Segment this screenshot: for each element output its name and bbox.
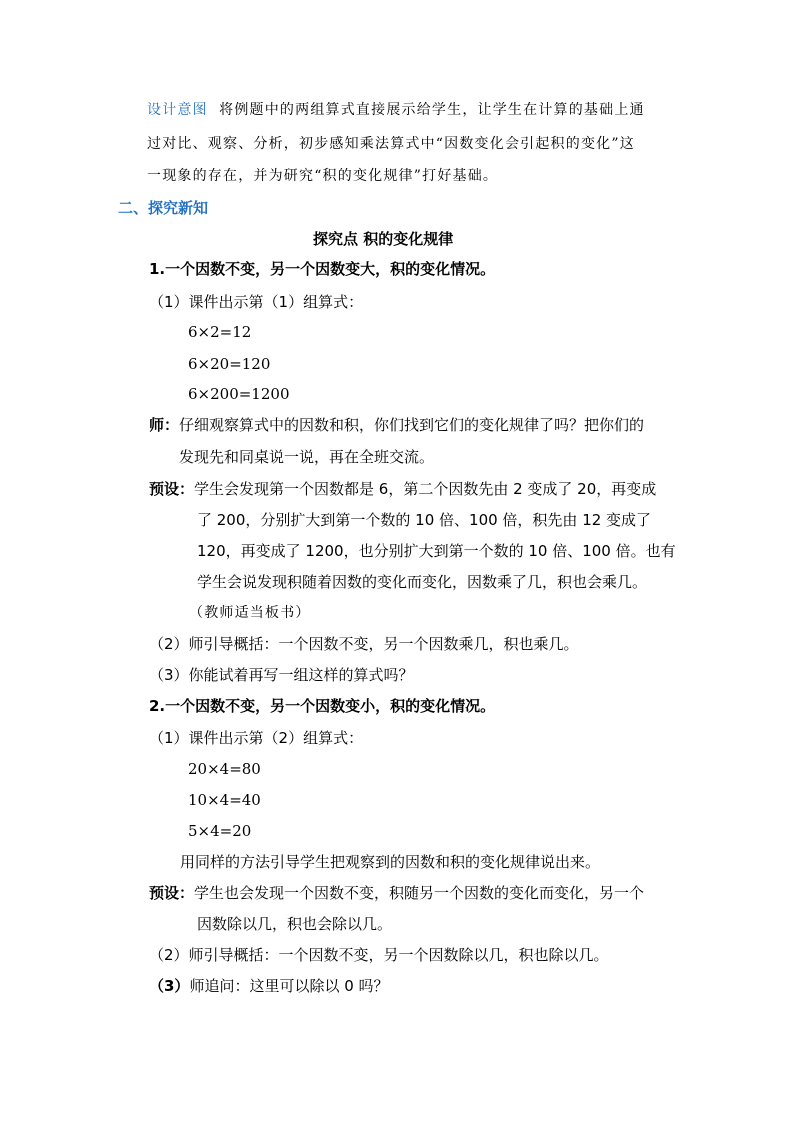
board-note: （教师适当板书） xyxy=(189,605,311,621)
part1-equation-2: 6×20=120 xyxy=(188,355,271,373)
explore-title: 探究点 积的变化规律 xyxy=(313,230,454,248)
part2-equation-3: 5×4=20 xyxy=(188,822,252,840)
design-intent-text-1: 将例题中的两组算式直接展示给学生，让学生在计算的基础上通 xyxy=(219,102,645,118)
section-heading: 二、探究新知 xyxy=(118,199,209,217)
design-intent-line-3: 一现象的存在，并为研究“积的变化规律”打好基础。 xyxy=(147,168,499,184)
part1-equation-3: 6×200=1200 xyxy=(188,385,290,403)
part1-heading: 1.一个因数不变，另一个因数变大，积的变化情况。 xyxy=(149,260,496,278)
part1-step1: （1）课件出示第（1）组算式： xyxy=(149,293,364,311)
teacher-label: 师： xyxy=(149,416,180,434)
part2-step3-label: （3） xyxy=(149,977,190,995)
part1-preset-text-1: 学生会发现第一个因数都是 6，第二个因数先由 2 变成了 20，再变成 xyxy=(194,480,657,498)
design-intent-line-2: 过对比、观察、分析，初步感知乘法算式中“因数变化会引起积的变化”这 xyxy=(147,136,635,152)
part2-method-line: 用同样的方法引导学生把观察到的因数和积的变化规律说出来。 xyxy=(180,853,601,871)
part2-preset-line-2: 因数除以几，积也会除以几。 xyxy=(197,915,393,933)
part2-step3 xyxy=(149,976,389,996)
part2-equation-2: 10×4=40 xyxy=(188,791,261,809)
design-intent-line-1 xyxy=(147,100,645,120)
design-intent-label: 设计意图 xyxy=(147,102,208,118)
part1-preset-line-4: 学生会说发现积随着因数的变化而变化，因数乘了几，积也会乘几。 xyxy=(197,573,648,591)
part1-preset-line-3: 120，再变成了 1200，也分别扩大到第一个数的 10 倍、100 倍。也有 xyxy=(197,542,676,560)
part2-preset-text-1: 学生也会发现一个因数不变，积随另一个因数的变化而变化，另一个 xyxy=(194,884,645,902)
part2-step1: （1）课件出示第（2）组算式： xyxy=(149,729,364,747)
part2-equation-1: 20×4=80 xyxy=(188,760,261,778)
part2-preset-line-1 xyxy=(149,883,644,903)
part1-equation-1: 6×2=12 xyxy=(188,323,252,341)
part1-preset-line-1 xyxy=(149,479,656,499)
part2-step3-text: 师追问：这里可以除以 0 吗？ xyxy=(189,977,389,995)
part1-step3: （3）你能试着再写一组这样的算式吗？ xyxy=(149,666,414,684)
teacher-text-1: 仔细观察算式中的因数和积，你们找到它们的变化规律了吗？把你们的 xyxy=(179,416,645,434)
part1-step2: （2）师引导概括：一个因数不变，另一个因数乘几，积也乘几。 xyxy=(149,635,579,653)
preset-label-2: 预设： xyxy=(149,884,195,902)
teacher-line-2: 发现先和同桌说一说，再在全班交流。 xyxy=(179,448,435,466)
part2-step2: （2）师引导概括：一个因数不变，另一个因数除以几，积也除以几。 xyxy=(149,946,609,964)
part2-heading: 2.一个因数不变，另一个因数变小，积的变化情况。 xyxy=(149,697,496,715)
teacher-line-1 xyxy=(149,415,644,435)
preset-label-1: 预设： xyxy=(149,480,195,498)
part1-preset-line-2: 了 200，分别扩大到第一个数的 10 倍、100 倍，积先由 12 变成了 xyxy=(197,511,652,529)
